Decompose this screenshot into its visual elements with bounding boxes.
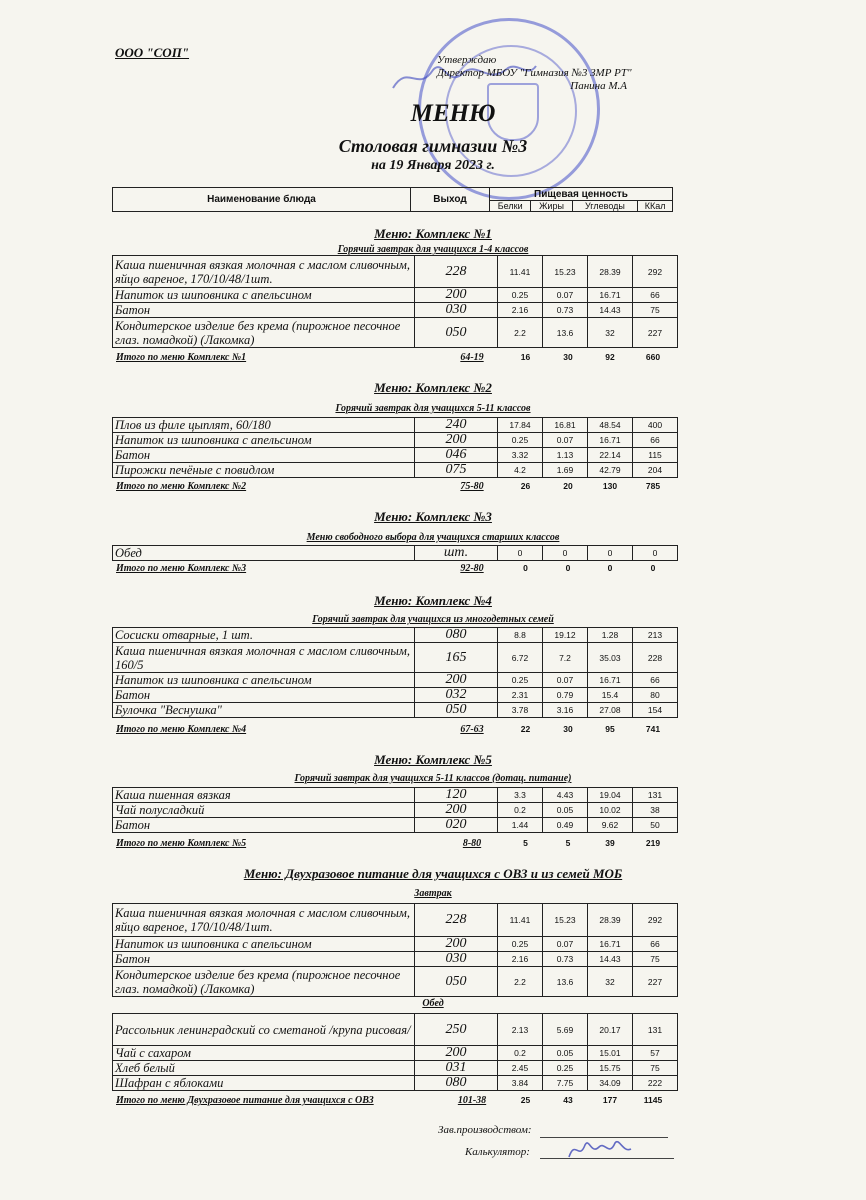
total-value: 26 xyxy=(520,481,531,491)
dish-output: 200 xyxy=(415,673,498,688)
col-fats: Жиры xyxy=(531,201,572,212)
dish-proteins: 0.25 xyxy=(498,288,543,303)
dish-carbs: 27.08 xyxy=(588,703,633,718)
dish-name: Напиток из шиповника с апельсином xyxy=(113,288,415,303)
dish-kcal: 66 xyxy=(633,937,678,952)
dish-name: Булочка "Веснушка" xyxy=(113,703,415,718)
dish-output: 165 xyxy=(415,643,498,673)
dish-proteins: 1.44 xyxy=(498,818,543,833)
dish-carbs: 19.04 xyxy=(588,788,633,803)
table-row xyxy=(113,1061,678,1076)
table-row xyxy=(113,967,678,997)
total-value: 25 xyxy=(520,1095,531,1105)
total-output: 67-63 xyxy=(460,724,484,735)
dish-output: 050 xyxy=(415,318,498,348)
dish-output: 080 xyxy=(415,1076,498,1091)
breakfast-title: Завтрак xyxy=(414,888,452,899)
dish-fats: 3.16 xyxy=(543,703,588,718)
dish-kcal: 50 xyxy=(633,818,678,833)
section-subtitle: Горячий завтрак для учащихся из многодетных семей xyxy=(312,614,554,625)
total-value: 0 xyxy=(650,563,656,573)
dish-carbs: 34.09 xyxy=(588,1076,633,1091)
dish-fats: 0.05 xyxy=(543,1046,588,1061)
table-row xyxy=(113,418,678,433)
total-value: 0 xyxy=(607,563,613,573)
dish-carbs: 10.02 xyxy=(588,803,633,818)
dish-carbs: 15.01 xyxy=(588,1046,633,1061)
total-output: 8-80 xyxy=(462,838,482,849)
dish-proteins: 17.84 xyxy=(498,418,543,433)
dish-fats: 5.69 xyxy=(543,1014,588,1046)
org-name: ООО "СОП" xyxy=(115,45,190,60)
dish-name: Хлеб белый xyxy=(113,1061,415,1076)
dish-kcal: 292 xyxy=(633,904,678,937)
ovz-total xyxy=(112,1095,673,1107)
dish-carbs: 15.4 xyxy=(588,688,633,703)
dish-carbs: 0 xyxy=(588,546,633,561)
section-table xyxy=(112,787,678,833)
dish-carbs: 42.79 xyxy=(588,463,633,478)
dish-output: 200 xyxy=(415,803,498,818)
table-row xyxy=(113,688,678,703)
dish-kcal: 227 xyxy=(633,967,678,997)
dish-kcal: 66 xyxy=(633,433,678,448)
section-total xyxy=(112,724,673,736)
lunch-table xyxy=(112,1013,678,1091)
dish-carbs: 16.71 xyxy=(588,673,633,688)
director-line: Директор МБОУ "Гимназия №3 ЗМР РТ" xyxy=(437,67,632,79)
dish-output: 030 xyxy=(415,952,498,967)
dish-proteins: 11.41 xyxy=(498,256,543,288)
dish-output: 020 xyxy=(415,818,498,833)
dish-kcal: 80 xyxy=(633,688,678,703)
total-value: 16 xyxy=(520,352,531,362)
dish-carbs: 14.43 xyxy=(588,952,633,967)
director-name: Панина М.А xyxy=(570,80,627,92)
dish-proteins: 2.16 xyxy=(498,952,543,967)
dish-name: Каша пшенная вязкая xyxy=(113,788,415,803)
dish-fats: 7.75 xyxy=(543,1076,588,1091)
dish-proteins: 0.25 xyxy=(498,937,543,952)
dish-name: Батон xyxy=(113,952,415,967)
dish-name: Напиток из шиповника с апельсином xyxy=(113,433,415,448)
dish-proteins: 2.2 xyxy=(498,967,543,997)
total-value: 43 xyxy=(563,1095,573,1105)
table-row xyxy=(113,546,678,561)
calculator-label: Калькулятор: xyxy=(465,1146,530,1158)
col-proteins: Белки xyxy=(490,201,531,212)
section-table xyxy=(112,627,678,718)
dish-fats: 0.73 xyxy=(543,952,588,967)
dish-name: Плов из филе цыплят, 60/180 xyxy=(113,418,415,433)
dish-output: 200 xyxy=(415,937,498,952)
dish-kcal: 131 xyxy=(633,788,678,803)
total-value: 0 xyxy=(523,563,528,573)
section-total xyxy=(112,352,673,364)
dish-carbs: 20.17 xyxy=(588,1014,633,1046)
dish-output: 075 xyxy=(415,463,498,478)
total-value: 30 xyxy=(563,352,573,362)
table-row xyxy=(113,818,678,833)
dish-name: Каша пшеничная вязкая молочная с маслом сливочным, яйцо вареное, 170/10/48/1шт. xyxy=(113,904,415,937)
dish-carbs: 32 xyxy=(588,967,633,997)
approval-block xyxy=(437,54,677,93)
dish-output: 030 xyxy=(415,303,498,318)
total-label: Итого по меню Комплекс №5 xyxy=(116,838,247,849)
dish-name: Чай с сахаром xyxy=(113,1046,415,1061)
total-value: 1145 xyxy=(643,1095,663,1105)
dish-name: Кондитерское изделие без крема (пирожное песочное глаз. помадкой) (Лакомка) xyxy=(113,967,415,997)
dish-fats: 1.69 xyxy=(543,463,588,478)
dish-name: Рассольник ленинградский со сметаной /крупа рисовая/ xyxy=(113,1014,415,1046)
total-value: 22 xyxy=(520,724,531,734)
dish-name: Шафран с яблоками xyxy=(113,1076,415,1091)
dish-fats: 1.13 xyxy=(543,448,588,463)
dish-output: 228 xyxy=(415,904,498,937)
dish-output: 200 xyxy=(415,288,498,303)
dish-fats: 0.07 xyxy=(543,288,588,303)
table-row xyxy=(113,673,678,688)
total-value: 39 xyxy=(605,838,615,848)
dish-fats: 13.6 xyxy=(543,318,588,348)
dish-output: 200 xyxy=(415,433,498,448)
canteen-name: Столовая гимназии №3 xyxy=(338,136,528,156)
section-title: Меню: Комплекс №4 xyxy=(374,593,492,608)
dish-output: 240 xyxy=(415,418,498,433)
dish-proteins: 2.2 xyxy=(498,318,543,348)
table-header xyxy=(112,187,673,212)
total-value: 92 xyxy=(605,352,615,362)
dish-proteins: 3.78 xyxy=(498,703,543,718)
table-row xyxy=(113,318,678,348)
dish-carbs: 16.71 xyxy=(588,433,633,448)
dish-name: Сосиски отварные, 1 шт. xyxy=(113,628,415,643)
dish-name: Напиток из шиповника с апельсином xyxy=(113,937,415,952)
ovz-title: Меню: Двухразовое питание для учащихся с ОВЗ и из семей МОБ xyxy=(243,866,623,881)
dish-kcal: 213 xyxy=(633,628,678,643)
table-row xyxy=(113,1014,678,1046)
dish-kcal: 228 xyxy=(633,643,678,673)
dish-proteins: 0.2 xyxy=(498,1046,543,1061)
dish-proteins: 6.72 xyxy=(498,643,543,673)
dish-output: 050 xyxy=(415,967,498,997)
dish-kcal: 0 xyxy=(633,546,678,561)
section-subtitle: Горячий завтрак для учащихся 1-4 классов xyxy=(337,244,529,255)
dish-carbs: 1.28 xyxy=(588,628,633,643)
dish-proteins: 2.31 xyxy=(498,688,543,703)
dish-name: Каша пшеничная вязкая молочная с маслом сливочным, яйцо вареное, 170/10/48/1шт. xyxy=(113,256,415,288)
dish-proteins: 0.25 xyxy=(498,433,543,448)
table-row xyxy=(113,448,678,463)
dish-kcal: 222 xyxy=(633,1076,678,1091)
table-row xyxy=(113,628,678,643)
dish-name: Чай полусладкий xyxy=(113,803,415,818)
section-subtitle: Меню свободного выбора для учащихся старших классов xyxy=(306,532,560,543)
lunch-title: Обед xyxy=(422,998,444,1009)
total-output: 92-80 xyxy=(460,563,484,574)
dish-name: Пирожки печёные с повидлом xyxy=(113,463,415,478)
total-value: 660 xyxy=(645,352,661,362)
total-value: 177 xyxy=(602,1095,618,1105)
dish-carbs: 16.71 xyxy=(588,288,633,303)
dish-kcal: 400 xyxy=(633,418,678,433)
dish-carbs: 15.75 xyxy=(588,1061,633,1076)
table-row xyxy=(113,803,678,818)
dish-kcal: 57 xyxy=(633,1046,678,1061)
dish-output: 200 xyxy=(415,1046,498,1061)
dish-fats: 16.81 xyxy=(543,418,588,433)
dish-kcal: 227 xyxy=(633,318,678,348)
dish-fats: 7.2 xyxy=(543,643,588,673)
dish-kcal: 154 xyxy=(633,703,678,718)
dish-proteins: 0 xyxy=(498,546,543,561)
dish-carbs: 28.39 xyxy=(588,904,633,937)
dish-proteins: 3.3 xyxy=(498,788,543,803)
dish-fats: 0.73 xyxy=(543,303,588,318)
table-row xyxy=(113,904,678,937)
table-row xyxy=(113,703,678,718)
table-row xyxy=(113,1076,678,1091)
table-row xyxy=(113,463,678,478)
dish-carbs: 22.14 xyxy=(588,448,633,463)
dish-carbs: 35.03 xyxy=(588,643,633,673)
dish-fats: 4.43 xyxy=(543,788,588,803)
table-row xyxy=(113,937,678,952)
section-table xyxy=(112,545,678,561)
total-label: Итого по меню Комплекс №3 xyxy=(116,563,247,574)
dish-fats: 0.25 xyxy=(543,1061,588,1076)
dish-carbs: 9.62 xyxy=(588,818,633,833)
dish-kcal: 75 xyxy=(633,1061,678,1076)
dish-fats: 15.23 xyxy=(543,256,588,288)
total-output: 75-80 xyxy=(460,481,484,492)
dish-carbs: 28.39 xyxy=(588,256,633,288)
dish-output: 031 xyxy=(415,1061,498,1076)
dish-proteins: 3.32 xyxy=(498,448,543,463)
dish-proteins: 2.16 xyxy=(498,303,543,318)
table-row xyxy=(113,433,678,448)
total-value: 95 xyxy=(605,724,615,734)
dish-output: шт. xyxy=(415,546,498,561)
total-value: 20 xyxy=(563,481,573,491)
table-row xyxy=(113,288,678,303)
dish-carbs: 32 xyxy=(588,318,633,348)
dish-carbs: 14.43 xyxy=(588,303,633,318)
dish-carbs: 48.54 xyxy=(588,418,633,433)
dish-fats: 0.79 xyxy=(543,688,588,703)
dish-output: 080 xyxy=(415,628,498,643)
total-label: Итого по меню Комплекс №2 xyxy=(116,481,247,492)
section-total xyxy=(112,838,673,850)
dish-proteins: 3.84 xyxy=(498,1076,543,1091)
section-subtitle: Горячий завтрак для учащихся 5-11 классов (дотац. питание) xyxy=(294,773,572,784)
section-table xyxy=(112,417,678,478)
breakfast-table xyxy=(112,903,678,997)
dish-name: Батон xyxy=(113,688,415,703)
dish-fats: 19.12 xyxy=(543,628,588,643)
total-label: Итого по меню Комплекс №4 xyxy=(116,724,247,735)
dish-fats: 0 xyxy=(543,546,588,561)
table-row xyxy=(113,952,678,967)
dish-kcal: 38 xyxy=(633,803,678,818)
dish-output: 050 xyxy=(415,703,498,718)
table-row xyxy=(113,256,678,288)
dish-proteins: 0.25 xyxy=(498,673,543,688)
table-row xyxy=(113,643,678,673)
dish-fats: 15.23 xyxy=(543,904,588,937)
dish-fats: 13.6 xyxy=(543,967,588,997)
dish-output: 228 xyxy=(415,256,498,288)
col-carbs: Углеводы xyxy=(572,201,637,212)
total-value: 219 xyxy=(645,838,661,848)
dish-kcal: 131 xyxy=(633,1014,678,1046)
dish-kcal: 66 xyxy=(633,673,678,688)
section-subtitle: Горячий завтрак для учащихся 5-11 классов xyxy=(335,403,531,414)
section-total xyxy=(112,481,673,493)
total-value: 5 xyxy=(565,838,571,848)
dish-fats: 0.07 xyxy=(543,937,588,952)
table-row xyxy=(113,303,678,318)
dish-fats: 0.05 xyxy=(543,803,588,818)
total-value: 30 xyxy=(563,724,573,734)
dish-proteins: 4.2 xyxy=(498,463,543,478)
section-title: Меню: Комплекс №3 xyxy=(374,509,492,524)
dish-output: 046 xyxy=(415,448,498,463)
col-output: Выход xyxy=(411,188,490,212)
col-nutrition: Пищевая ценность xyxy=(490,188,673,201)
dish-kcal: 292 xyxy=(633,256,678,288)
menu-date: на 19 Января 2023 г. xyxy=(371,158,495,173)
total-value: 785 xyxy=(645,481,661,491)
dish-name: Батон xyxy=(113,818,415,833)
section-table xyxy=(112,255,678,348)
dish-name: Батон xyxy=(113,448,415,463)
total-label: Итого по меню Двухразовое питание для учащихся с ОВЗ xyxy=(116,1095,374,1106)
section-title: Меню: Комплекс №5 xyxy=(374,752,492,767)
col-name: Наименование блюда xyxy=(113,188,411,212)
dish-kcal: 75 xyxy=(633,952,678,967)
approved-line: Утверждаю xyxy=(437,54,497,66)
dish-fats: 0.07 xyxy=(543,673,588,688)
dish-proteins: 0.2 xyxy=(498,803,543,818)
page-title: МЕНЮ xyxy=(410,100,496,127)
dish-name: Кондитерское изделие без крема (пирожное песочное глаз. помадкой) (Лакомка) xyxy=(113,318,415,348)
dish-name: Напиток из шиповника с апельсином xyxy=(113,673,415,688)
dish-kcal: 115 xyxy=(633,448,678,463)
section-title: Меню: Комплекс №1 xyxy=(374,226,492,241)
dish-output: 120 xyxy=(415,788,498,803)
dish-kcal: 75 xyxy=(633,303,678,318)
total-output: 64-19 xyxy=(460,352,484,363)
calculator-signature xyxy=(565,1135,635,1163)
dish-carbs: 16.71 xyxy=(588,937,633,952)
head-of-production-label: Зав.производством: xyxy=(438,1124,532,1136)
dish-name: Обед xyxy=(113,546,415,561)
section-title: Меню: Комплекс №2 xyxy=(374,380,492,395)
dish-proteins: 11.41 xyxy=(498,904,543,937)
col-kcal: ККал xyxy=(638,201,673,212)
dish-fats: 0.07 xyxy=(543,433,588,448)
total-value: 741 xyxy=(645,724,661,734)
section-total xyxy=(112,563,673,575)
total-value: 5 xyxy=(523,838,528,848)
dish-name: Каша пшеничная вязкая молочная с маслом сливочным, 160/5 xyxy=(113,643,415,673)
table-row xyxy=(113,1046,678,1061)
dish-kcal: 66 xyxy=(633,288,678,303)
dish-output: 032 xyxy=(415,688,498,703)
total-output: 101-38 xyxy=(457,1095,487,1106)
total-label: Итого по меню Комплекс №1 xyxy=(116,352,247,363)
dish-proteins: 2.45 xyxy=(498,1061,543,1076)
dish-output: 250 xyxy=(415,1014,498,1046)
table-row xyxy=(113,788,678,803)
dish-kcal: 204 xyxy=(633,463,678,478)
dish-proteins: 2.13 xyxy=(498,1014,543,1046)
total-value: 0 xyxy=(565,563,571,573)
total-value: 130 xyxy=(602,481,618,491)
dish-fats: 0.49 xyxy=(543,818,588,833)
dish-name: Батон xyxy=(113,303,415,318)
dish-proteins: 8.8 xyxy=(498,628,543,643)
